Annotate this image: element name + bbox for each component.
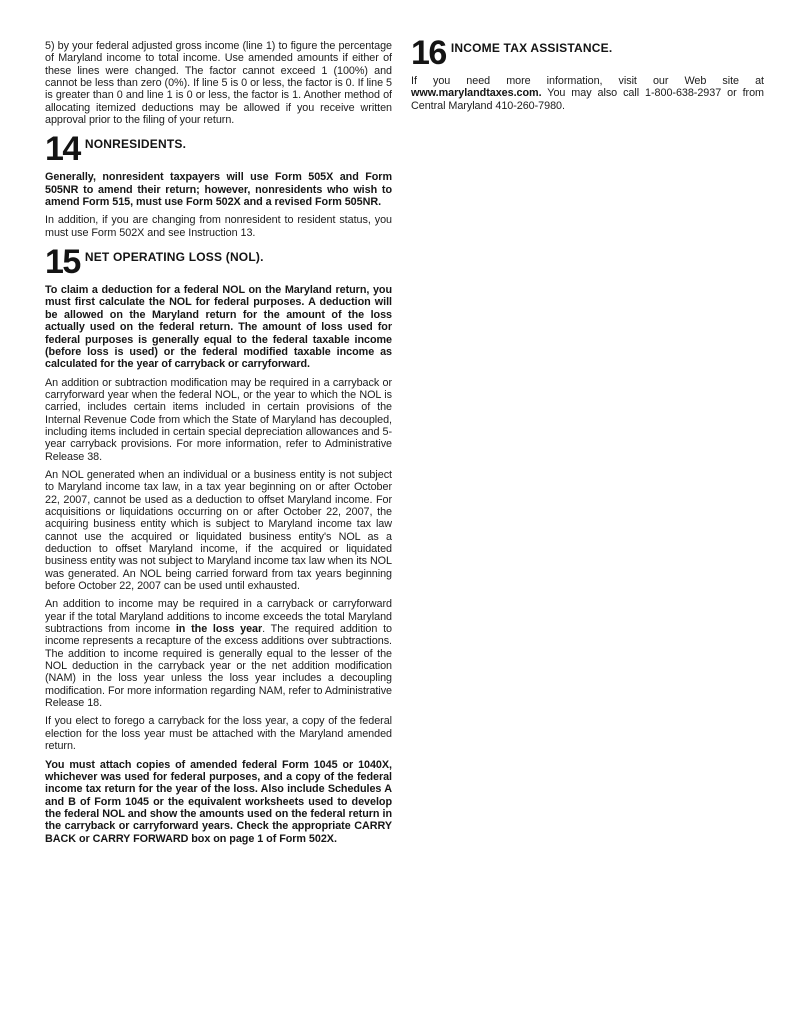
section-15-paragraph: An addition or subtraction modification may be required in a carryback or carryforward year when the federal NOL, or the year to which the NOL is carried, includes certain items included in certain provisions of the Internal Revenue Code from which the State of Maryland has decoupled, including items included in certain special depreciation allowances and 5-year carryback provisions. For more information, refer to Administrative Release 38. [45, 376, 392, 463]
section-15-paragraph: An addition to income may be required in a carryback or carryforward year if the total Maryland additions to income exceeds the total Maryland subtractions from income in the loss year. The required addition to income represents a recapture of the excess additions over subtractions. The addition to income required is generally equal to the lesser of the NOL deduction in the carryback year or the net addition modification (NAM) in the loss year unless the loss year includes a decoupling modification. For more information regarding NAM, refer to Administrative Release 18. [45, 598, 392, 710]
section-14-paragraph: Generally, nonresident taxpayers will use Form 505X and Form 505NR to amend their return; however, nonresidents who wish to amend Form 515, must use Form 502X and a revised Form 505NR. [45, 171, 392, 209]
right-column [411, 34, 764, 851]
section-14-title: NONRESIDENTS. [84, 137, 187, 152]
section-15-paragraph: You must attach copies of amended federal Form 1045 or 1040X, whichever was used for federal purposes, and a copy of the federal income tax return for the year of the loss. Also include Schedules A and B of Form 1045 or the equivalent worksheets used to develop the federal NOL and show the amounts used on the federal return in the carryback or carryforward years. Check the appropriate CARRY BACK or CARRY FORWARD box on page 1 of Form 502X. [45, 758, 392, 845]
section-14-number: 14 [45, 130, 80, 169]
section-15-number: 15 [45, 243, 80, 282]
section-16-paragraph: If you need more information, visit our Web site at www.marylandtaxes.com. You may also call 1-800-638-2937 or from Central Maryland 410-260-7980. [411, 75, 764, 112]
section-16-number: 16 [411, 34, 446, 72]
section-15-paragraph: If you elect to forego a carryback for the loss year, a copy of the federal election for the loss year must be attached with the Maryland amended return. [45, 715, 392, 753]
section-16-heading [411, 34, 764, 72]
section-16-title: INCOME TAX ASSISTANCE. [450, 41, 613, 55]
left-column [45, 40, 392, 851]
section-15-paragraph: An NOL generated when an individual or a business entity is not subject to Maryland income tax law, in a tax year beginning on or after October 22, 2007, cannot be used as a deduction to offset Maryland income. For acquisitions or liquidations occurring on or after October 22, 2007, the acquiring business entity which is subject to Maryland income tax law cannot use the acquired or liquidated business entity's NOL as a deduction to offset Maryland income, if the acquired or liquidated business entity was not subject to Maryland income tax law when its NOL was generated. An NOL being carried forward from tax years beginning before October 22, 2007 can be used until exhausted. [45, 468, 392, 593]
section-15-paragraph: To claim a deduction for a federal NOL on the Maryland return, you must first calculate the NOL for federal purposes. A deduction will be allowed on the Maryland return for the amount of the loss actually used on the federal return. The amount of loss used for federal purposes is generally equal to the federal taxable income (before loss is used) or the federal modified taxable income as calculated for the year of carryback or carryforward. [45, 284, 392, 371]
section-14-paragraph: In addition, if you are changing from nonresident to resident status, you must use Form 502X and see Instruction 13. [45, 214, 392, 239]
intro-paragraph: 5) by your federal adjusted gross income (line 1) to figure the percentage of Maryland income to total income. Use amended amounts if either of these lines were changed. The factor cannot exceed 1 (100%) and cannot be less than zero (0%). If line 5 is 0 or less, the factor is 0. If line 5 is greater than 0 and line 1 is 0 or less, the factor is 1. Another method of allocating itemized deductions may be allowed if you receive written approval prior to the filing of your return. [45, 40, 392, 127]
section-15-heading [45, 243, 392, 282]
section-15-title: NET OPERATING LOSS (NOL). [84, 250, 264, 265]
section-14-heading [45, 130, 392, 169]
